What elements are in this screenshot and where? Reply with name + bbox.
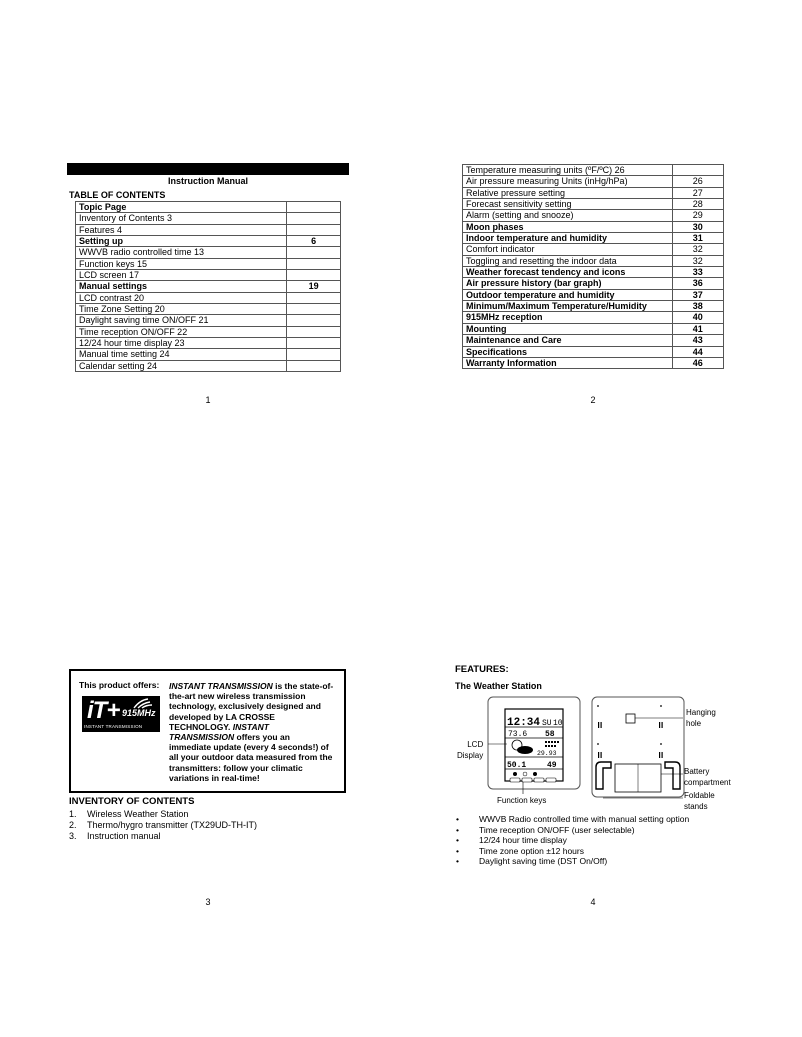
foldable-stands-callout bbox=[684, 791, 715, 813]
list-item bbox=[69, 809, 257, 820]
toc-row bbox=[76, 236, 341, 247]
callout-line: Battery bbox=[684, 767, 710, 776]
toc-heading: TABLE OF CONTENTS bbox=[69, 190, 166, 200]
toc-row bbox=[463, 357, 724, 368]
lcd-pressure-readout: 29.93 bbox=[537, 750, 557, 757]
toc-entry-label: Forecast sensitivity setting bbox=[463, 199, 673, 210]
weather-station-heading: The Weather Station bbox=[455, 681, 542, 691]
toc-row bbox=[463, 335, 724, 346]
list-item-text: Instruction manual bbox=[87, 831, 161, 841]
toc-entry-label: Temperature measuring units (ºF/ºC) 26 bbox=[463, 165, 673, 176]
toc-entry-label: 12/24 hour time display 23 bbox=[76, 338, 287, 349]
toc-entry-label: LCD screen 17 bbox=[76, 270, 287, 281]
offer-description bbox=[169, 681, 343, 783]
toc-row bbox=[76, 281, 341, 292]
toc-entry-label: Setting up bbox=[76, 236, 287, 247]
toc-entry-label: Function keys 15 bbox=[76, 258, 287, 269]
toc-row bbox=[76, 247, 341, 258]
toc-entry-label: Inventory of Contents 3 bbox=[76, 213, 287, 224]
toc-row bbox=[463, 210, 724, 221]
toc-entry-label: Specifications bbox=[463, 346, 673, 357]
toc-entry-label: Toggling and resetting the indoor data bbox=[463, 255, 673, 266]
list-item-number: 3. bbox=[69, 831, 77, 841]
toc-entry-label: Manual settings bbox=[76, 281, 287, 292]
toc-entry-label: Features 4 bbox=[76, 224, 287, 235]
signal-waves-icon bbox=[130, 697, 158, 709]
toc-entry-page: 44 bbox=[672, 346, 723, 357]
toc-entry-label: Calendar setting 24 bbox=[76, 360, 287, 371]
toc-entry-page bbox=[287, 202, 341, 213]
toc-entry-page: 43 bbox=[672, 335, 723, 346]
list-item bbox=[455, 857, 689, 868]
toc-row bbox=[76, 270, 341, 281]
toc-entry-page bbox=[287, 360, 341, 371]
lcd-outdoor-temp: 50.1 bbox=[507, 761, 527, 770]
toc-row bbox=[76, 258, 341, 269]
list-item-text: Daylight saving time (DST On/Off) bbox=[479, 856, 608, 866]
toc-entry-label: 915MHz reception bbox=[463, 312, 673, 323]
toc-entry-label: WWVB radio controlled time 13 bbox=[76, 247, 287, 258]
toc-table-page2 bbox=[462, 164, 724, 369]
toc-row bbox=[76, 202, 341, 213]
toc-table-page1 bbox=[75, 201, 341, 372]
header-black-bar bbox=[67, 163, 349, 175]
it-plus-logo bbox=[82, 696, 160, 732]
toc-row bbox=[463, 187, 724, 198]
offer-line: developed by LA CROSSE bbox=[169, 711, 275, 722]
toc-entry-label: Daylight saving time ON/OFF 21 bbox=[76, 315, 287, 326]
toc-row bbox=[76, 292, 341, 303]
callout-line: Display bbox=[457, 750, 484, 760]
toc-entry-page: 40 bbox=[672, 312, 723, 323]
toc-entry-label: Warranty Information bbox=[463, 357, 673, 368]
list-item-text: Time reception ON/OFF (user selectable) bbox=[479, 824, 635, 835]
page-number-4: 4 bbox=[590, 897, 596, 907]
toc-row bbox=[463, 221, 724, 232]
toc-entry-label: Relative pressure setting bbox=[463, 187, 673, 198]
offer-line: variations in real-time! bbox=[169, 772, 260, 783]
weather-station-diagram bbox=[455, 694, 775, 812]
bullet-icon: • bbox=[456, 824, 459, 835]
toc-row bbox=[76, 304, 341, 315]
list-item-text: Thermo/hygro transmitter (TX29UD-TH-IT) bbox=[87, 820, 258, 830]
toc-entry-page: 32 bbox=[672, 244, 723, 255]
page-number-3: 3 bbox=[205, 897, 211, 907]
offer-line: the-art new wireless transmission bbox=[169, 691, 306, 702]
toc-row bbox=[76, 315, 341, 326]
toc-entry-page: 6 bbox=[287, 236, 341, 247]
toc-entry-page bbox=[287, 326, 341, 337]
page-number-2: 2 bbox=[590, 395, 596, 405]
callout-line: Foldable bbox=[684, 791, 715, 800]
toc-entry-page: 37 bbox=[672, 289, 723, 300]
toc-entry-label: Air pressure history (bar graph) bbox=[463, 278, 673, 289]
toc-entry-label: Mounting bbox=[463, 323, 673, 334]
toc-row bbox=[76, 338, 341, 349]
lcd-display-callout bbox=[457, 740, 483, 762]
inventory-list bbox=[69, 809, 257, 842]
logo-main-text: iT+ bbox=[87, 697, 120, 724]
lcd-weekday-readout: SU bbox=[542, 719, 552, 728]
offer-line: INSTANT TRANSMISSION is the state-of- bbox=[169, 681, 334, 691]
list-item-text: Time zone option ±12 hours bbox=[479, 845, 584, 856]
toc-entry-page bbox=[287, 304, 341, 315]
toc-entry-page: 29 bbox=[672, 210, 723, 221]
toc-entry-label: Minimum/Maximum Temperature/Humidity bbox=[463, 301, 673, 312]
toc-row bbox=[463, 176, 724, 187]
offer-line: TECHNOLOGY. INSTANT bbox=[169, 721, 269, 732]
toc-entry-page bbox=[287, 247, 341, 258]
toc-entry-label: Manual time setting 24 bbox=[76, 349, 287, 360]
forecast-cloud-icon bbox=[517, 746, 533, 754]
toc-row bbox=[463, 301, 724, 312]
list-item-text: 12/24 hour time display bbox=[479, 835, 567, 845]
toc-entry-page bbox=[287, 213, 341, 224]
hanging-hole-callout bbox=[686, 708, 716, 730]
list-item-text: WWVB Radio controlled time with manual setting option bbox=[479, 814, 690, 824]
toc-entry-page: 27 bbox=[672, 187, 723, 198]
toc-row bbox=[463, 278, 724, 289]
toc-entry-page: 30 bbox=[672, 221, 723, 232]
toc-entry-page: 31 bbox=[672, 233, 723, 244]
features-list bbox=[455, 815, 689, 868]
list-item bbox=[69, 820, 257, 831]
toc-entry-label: Moon phases bbox=[463, 221, 673, 232]
toc-row bbox=[463, 346, 724, 357]
toc-entry-page bbox=[287, 338, 341, 349]
toc-entry-page: 41 bbox=[672, 323, 723, 334]
toc-entry-label: LCD contrast 20 bbox=[76, 292, 287, 303]
toc-entry-label: Alarm (setting and snooze) bbox=[463, 210, 673, 221]
manual-title: Instruction Manual bbox=[167, 176, 248, 186]
toc-row bbox=[76, 349, 341, 360]
toc-entry-page: 46 bbox=[672, 357, 723, 368]
toc-entry-label: Outdoor temperature and humidity bbox=[463, 289, 673, 300]
toc-row bbox=[463, 233, 724, 244]
callout-line: hole bbox=[686, 718, 702, 728]
battery-compartment-callout bbox=[684, 767, 731, 789]
logo-frequency: 915MHz bbox=[122, 708, 156, 718]
bullet-icon: • bbox=[456, 835, 459, 845]
toc-row bbox=[463, 244, 724, 255]
lcd-outdoor-humidity: 49 bbox=[547, 761, 557, 770]
toc-entry-page: 32 bbox=[672, 255, 723, 266]
toc-row bbox=[76, 360, 341, 371]
toc-entry-page: 36 bbox=[672, 278, 723, 289]
offer-line: immediate update (every 4 seconds!) of bbox=[169, 742, 329, 753]
callout-line: LCD bbox=[467, 740, 484, 749]
toc-entry-page bbox=[287, 349, 341, 360]
toc-entry-label: Time Zone Setting 20 bbox=[76, 304, 287, 315]
instant-transmission-box bbox=[69, 669, 346, 793]
toc-row bbox=[463, 165, 724, 176]
list-item-number: 2. bbox=[69, 820, 77, 830]
toc-entry-page: 33 bbox=[672, 267, 723, 278]
lcd-indoor-temp: 73.6 bbox=[508, 730, 528, 739]
features-heading: FEATURES: bbox=[455, 664, 509, 675]
list-item bbox=[455, 836, 689, 847]
offer-line: transmitters: follow your climatic bbox=[169, 762, 303, 773]
toc-row bbox=[463, 255, 724, 266]
toc-row bbox=[463, 312, 724, 323]
toc-entry-label: Time reception ON/OFF 22 bbox=[76, 326, 287, 337]
toc-entry-page bbox=[287, 270, 341, 281]
bullet-icon: • bbox=[456, 845, 459, 856]
logo-subtitle: INSTANT TRANSMISSION bbox=[84, 724, 143, 729]
hanging-hole bbox=[626, 714, 635, 723]
callout-line: stands bbox=[684, 801, 708, 811]
list-item bbox=[455, 815, 689, 826]
toc-entry-page: 38 bbox=[672, 301, 723, 312]
offers-label: This product offers: bbox=[79, 680, 160, 690]
toc-row bbox=[463, 289, 724, 300]
toc-row bbox=[463, 323, 724, 334]
list-item-number: 1. bbox=[69, 809, 77, 819]
toc-row bbox=[463, 267, 724, 278]
lcd-time-readout: 12:34 bbox=[507, 717, 541, 729]
toc-entry-label: Topic Page bbox=[76, 202, 287, 213]
toc-entry-page bbox=[672, 165, 723, 176]
page-number-1: 1 bbox=[205, 395, 211, 405]
toc-entry-label: Weather forecast tendency and icons bbox=[463, 267, 673, 278]
toc-row bbox=[76, 326, 341, 337]
toc-row bbox=[463, 199, 724, 210]
toc-entry-page: 19 bbox=[287, 281, 341, 292]
toc-entry-label: Comfort indicator bbox=[463, 244, 673, 255]
bullet-icon: • bbox=[456, 814, 459, 824]
offer-line: all your outdoor data measured from the bbox=[169, 752, 333, 763]
toc-row bbox=[76, 213, 341, 224]
toc-entry-page: 28 bbox=[672, 199, 723, 210]
list-item bbox=[69, 831, 257, 842]
bullet-icon: • bbox=[456, 856, 459, 866]
toc-row bbox=[76, 224, 341, 235]
inventory-heading: INVENTORY OF CONTENTS bbox=[69, 796, 195, 807]
toc-entry-page bbox=[287, 315, 341, 326]
toc-entry-label: Indoor temperature and humidity bbox=[463, 233, 673, 244]
lcd-indoor-humidity: 58 bbox=[545, 730, 555, 739]
toc-entry-page bbox=[287, 224, 341, 235]
list-item-text: Wireless Weather Station bbox=[87, 809, 189, 819]
toc-entry-page bbox=[287, 292, 341, 303]
toc-entry-label: Maintenance and Care bbox=[463, 335, 673, 346]
callout-line: compartment bbox=[684, 777, 731, 787]
toc-entry-label: Air pressure measuring Units (inHg/hPa) bbox=[463, 176, 673, 187]
offer-line: TRANSMISSION offers you an bbox=[169, 731, 290, 742]
lcd-date-readout: 10 bbox=[553, 719, 563, 728]
function-keys-callout: Function keys bbox=[497, 796, 547, 805]
toc-entry-page bbox=[287, 258, 341, 269]
toc-entry-page: 26 bbox=[672, 176, 723, 187]
offer-line: technology, exclusively designed and bbox=[169, 701, 321, 712]
callout-line: Hanging bbox=[686, 708, 716, 717]
